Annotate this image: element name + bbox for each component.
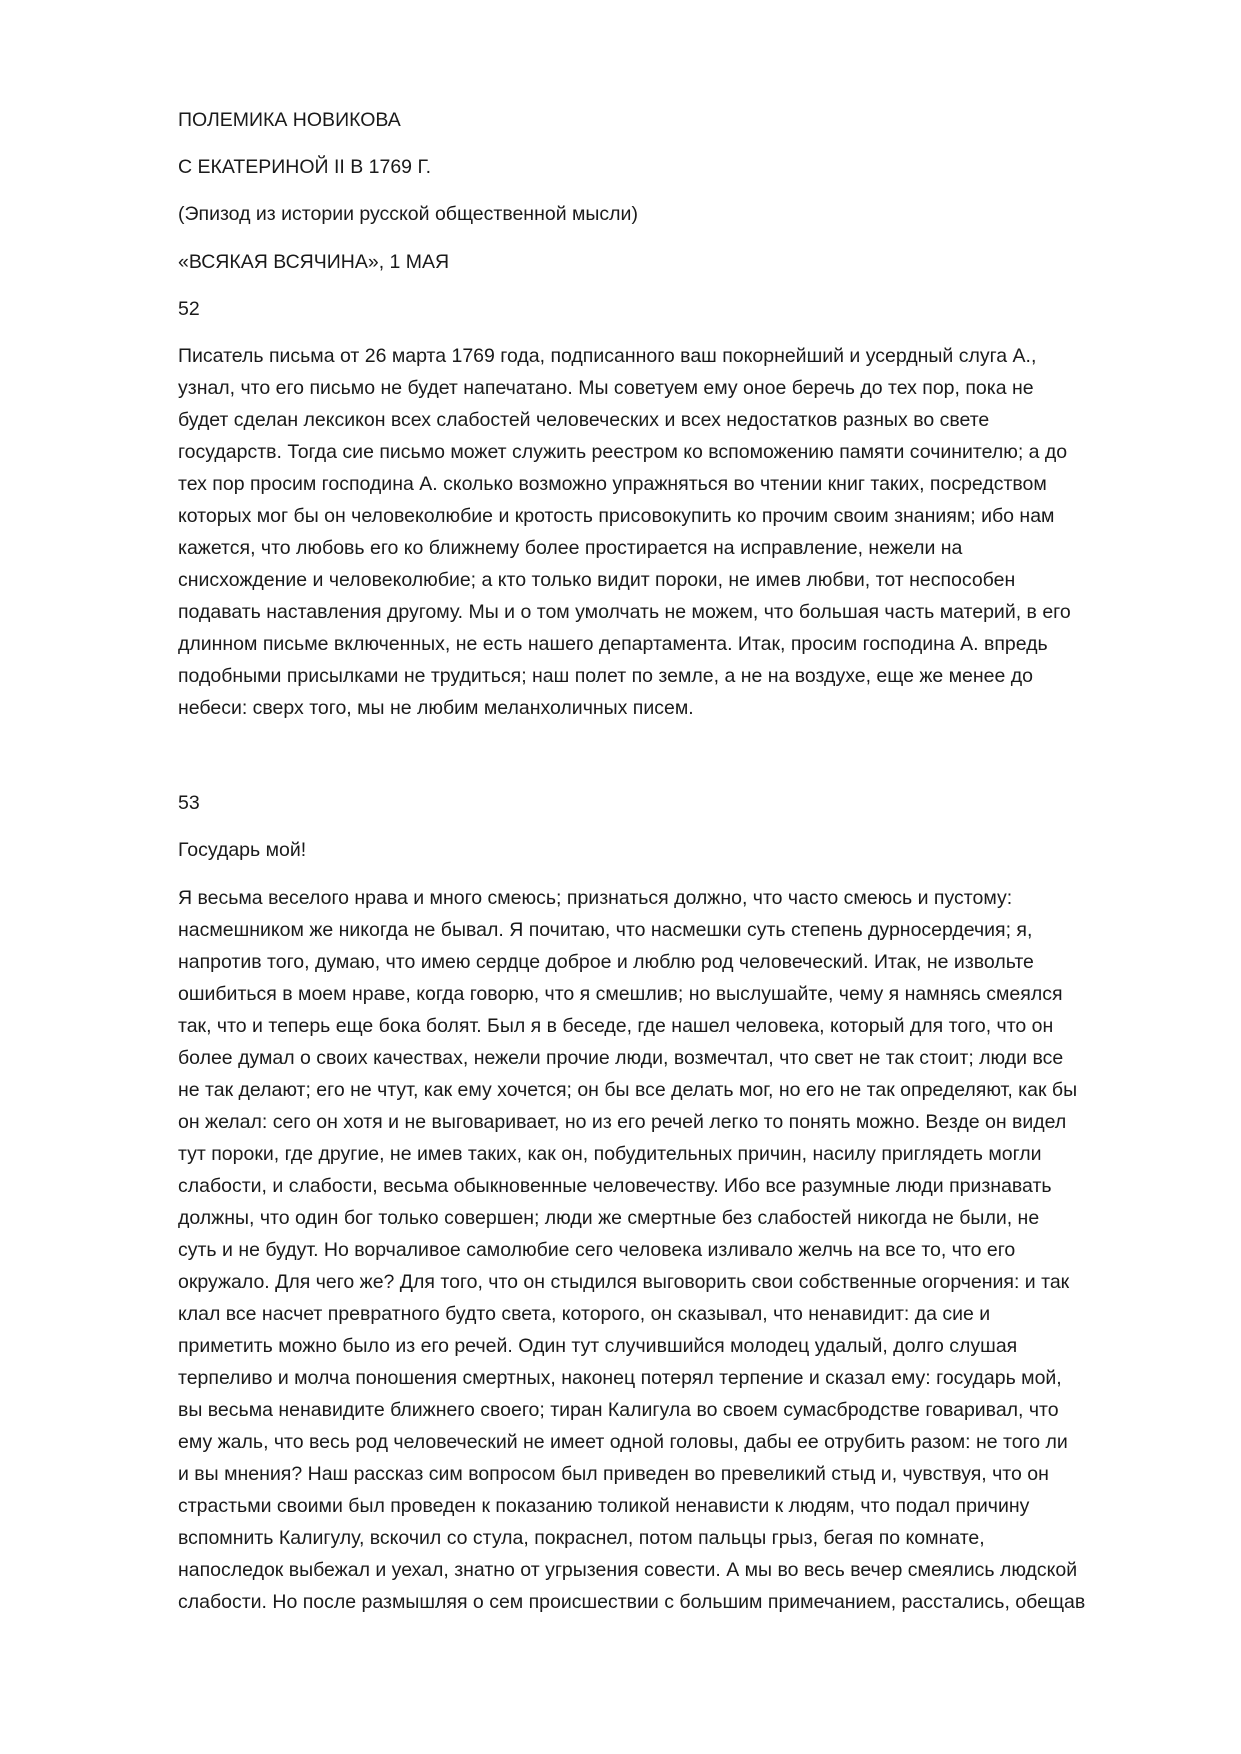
paragraph-line: не так делают; его не чтут, как ему хочется; он бы все делать мог, но его не так определяют, как бы [178,1079,1078,1101]
paragraph-line: насмешником же никогда не бывал. Я почитаю, что насмешки суть степень дурносердечия; я, [178,919,1033,941]
paragraph-line: ему жаль, что весь род человеческий не имеет одной головы, дабы ее отрубить разом: не того ли [178,1431,1068,1453]
paragraph-52 [178,340,1071,724]
section-number-52: 52 [178,298,200,320]
paragraph-line: Я весьма веселого нрава и много смеюсь; признаться должно, что часто смеюсь и пустому: [178,887,1013,909]
paragraph-line: кажется, что любовь его ко ближнему более простирается на исправление, нежели на [178,537,963,559]
paragraph-line: тех пор просим господина А. сколько возможно упражняться во чтении книг таких, посредством [178,473,1047,495]
paragraph-line: вспомнить Калигулу, вскочил со стула, покраснел, потом пальцы грыз, бегая по комнате, [178,1527,985,1549]
paragraph-line: клал все насчет превратного будто света, которого, он сказывал, что ненавидит: да сие и [178,1303,991,1325]
paragraph-line: страстьми своими был проведен к показанию толикой ненависти к людям, что подал причину [178,1495,1030,1517]
paragraph-line: тут пороки, где другие, не имев таких, как он, побудительных причин, насилу приглядеть могли [178,1143,1042,1165]
paragraph-53 [178,882,1085,1618]
paragraph-line: более думал о своих качествах, нежели прочие люди, возмечтал, что свет не так стоит; люди все [178,1047,1064,1069]
paragraph-line: слабости. Но после размышляя о сем происшествии с большим примечанием, расстались, обещав [178,1591,1086,1613]
paragraph-line: которых мог бы он человеколюбие и кротость присовокупить ко прочим своим знаниям; ибо нам [178,505,1055,527]
paragraph-line: подобными присылками не трудиться; наш полет по земле, а не на воздухе, еще же менее до [178,665,1033,687]
paragraph-line: снисхождение и человеколюбие; а кто только видит пороки, не имев любви, тот неспособен [178,569,1016,591]
salutation: Государь мой! [178,839,307,861]
paragraph-line: слабости, и слабости, весьма обыкновенные человечеству. Ибо все разумные люди признавать [178,1175,1052,1197]
paragraph-line: и вы мнения? Наш рассказ сим вопросом был приведен во превеликий стыд и, чувствуя, что он [178,1463,1049,1485]
paragraph-line: так, что и теперь еще бока болят. Был я в беседе, где нашел человека, который для того, что он [178,1015,1054,1037]
paragraph-line: будет сделан лексикон всех слабостей человеческих и всех недостатков разных во свете [178,409,990,431]
subtitle: (Эпизод из истории русской общественной мысли) [178,203,638,225]
paragraph-line: Писатель письма от 26 марта 1769 года, подписанного ваш покорнейший и усердный слуга А., [178,345,1037,367]
paragraph-line: государств. Тогда сие письмо может служить реестром ко вспоможению памяти сочинителю; а до [178,441,1068,463]
title-line-1: ПОЛЕМИКА НОВИКОВА [178,109,401,131]
paragraph-line: он желал: сего он хотя и не выговаривает, но из его речей легко то понять можно. Везде он видел [178,1111,1067,1133]
paragraph-line: напоследок выбежал и уехал, знатно от угрызения совести. А мы во весь вечер смеялись людской [178,1559,1078,1581]
paragraph-line: длинном письме включенных, не есть нашего департамента. Итак, просим господина А. впредь [178,633,1048,655]
paragraph-line: вы весьма ненавидите ближнего своего; тиран Калигула во своем сумасбродстве говаривал, что [178,1399,1059,1421]
paragraph-line: должны, что один бог только совершен; люди же смертные без слабостей никогда не были, не [178,1207,1040,1229]
paragraph-line: небеси: сверх того, мы не любим меланхоличных писем. [178,697,694,719]
paragraph-line: напротив того, думаю, что имею сердце доброе и люблю род человеческий. Итак, не извольте [178,951,1034,973]
paragraph-line: окружало. Для чего же? Для того, что он стыдился выговорить свои собственные огорчения: и так [178,1271,1070,1293]
paragraph-line: подавать наставления другому. Мы и о том умолчать не можем, что большая часть материй, в его [178,601,1071,623]
paragraph-line: узнал, что его письмо не будет напечатано. Мы советуем ему оное беречь до тех пор, пока не [178,377,1034,399]
source-line: «ВСЯКАЯ ВСЯЧИНА», 1 МАЯ [178,251,450,273]
section-number-53: 53 [178,792,200,814]
paragraph-line: ошибиться в моем нраве, когда говорю, что я смешлив; но выслушайте, чему я намнясь смеялся [178,983,1063,1005]
paragraph-line: суть и не будут. Но ворчаливое самолюбие сего человека изливало желчь на все то, что его [178,1239,1016,1261]
paragraph-line: приметить можно было из его речей. Один тут случившийся молодец удалый, долго слушая [178,1335,1018,1357]
title-line-2: С ЕКАТЕРИНОЙ II В 1769 Г. [178,156,432,178]
paragraph-line: терпеливо и молча поношения смертных, наконец потерял терпение и сказал ему: государь мой, [178,1367,1062,1389]
